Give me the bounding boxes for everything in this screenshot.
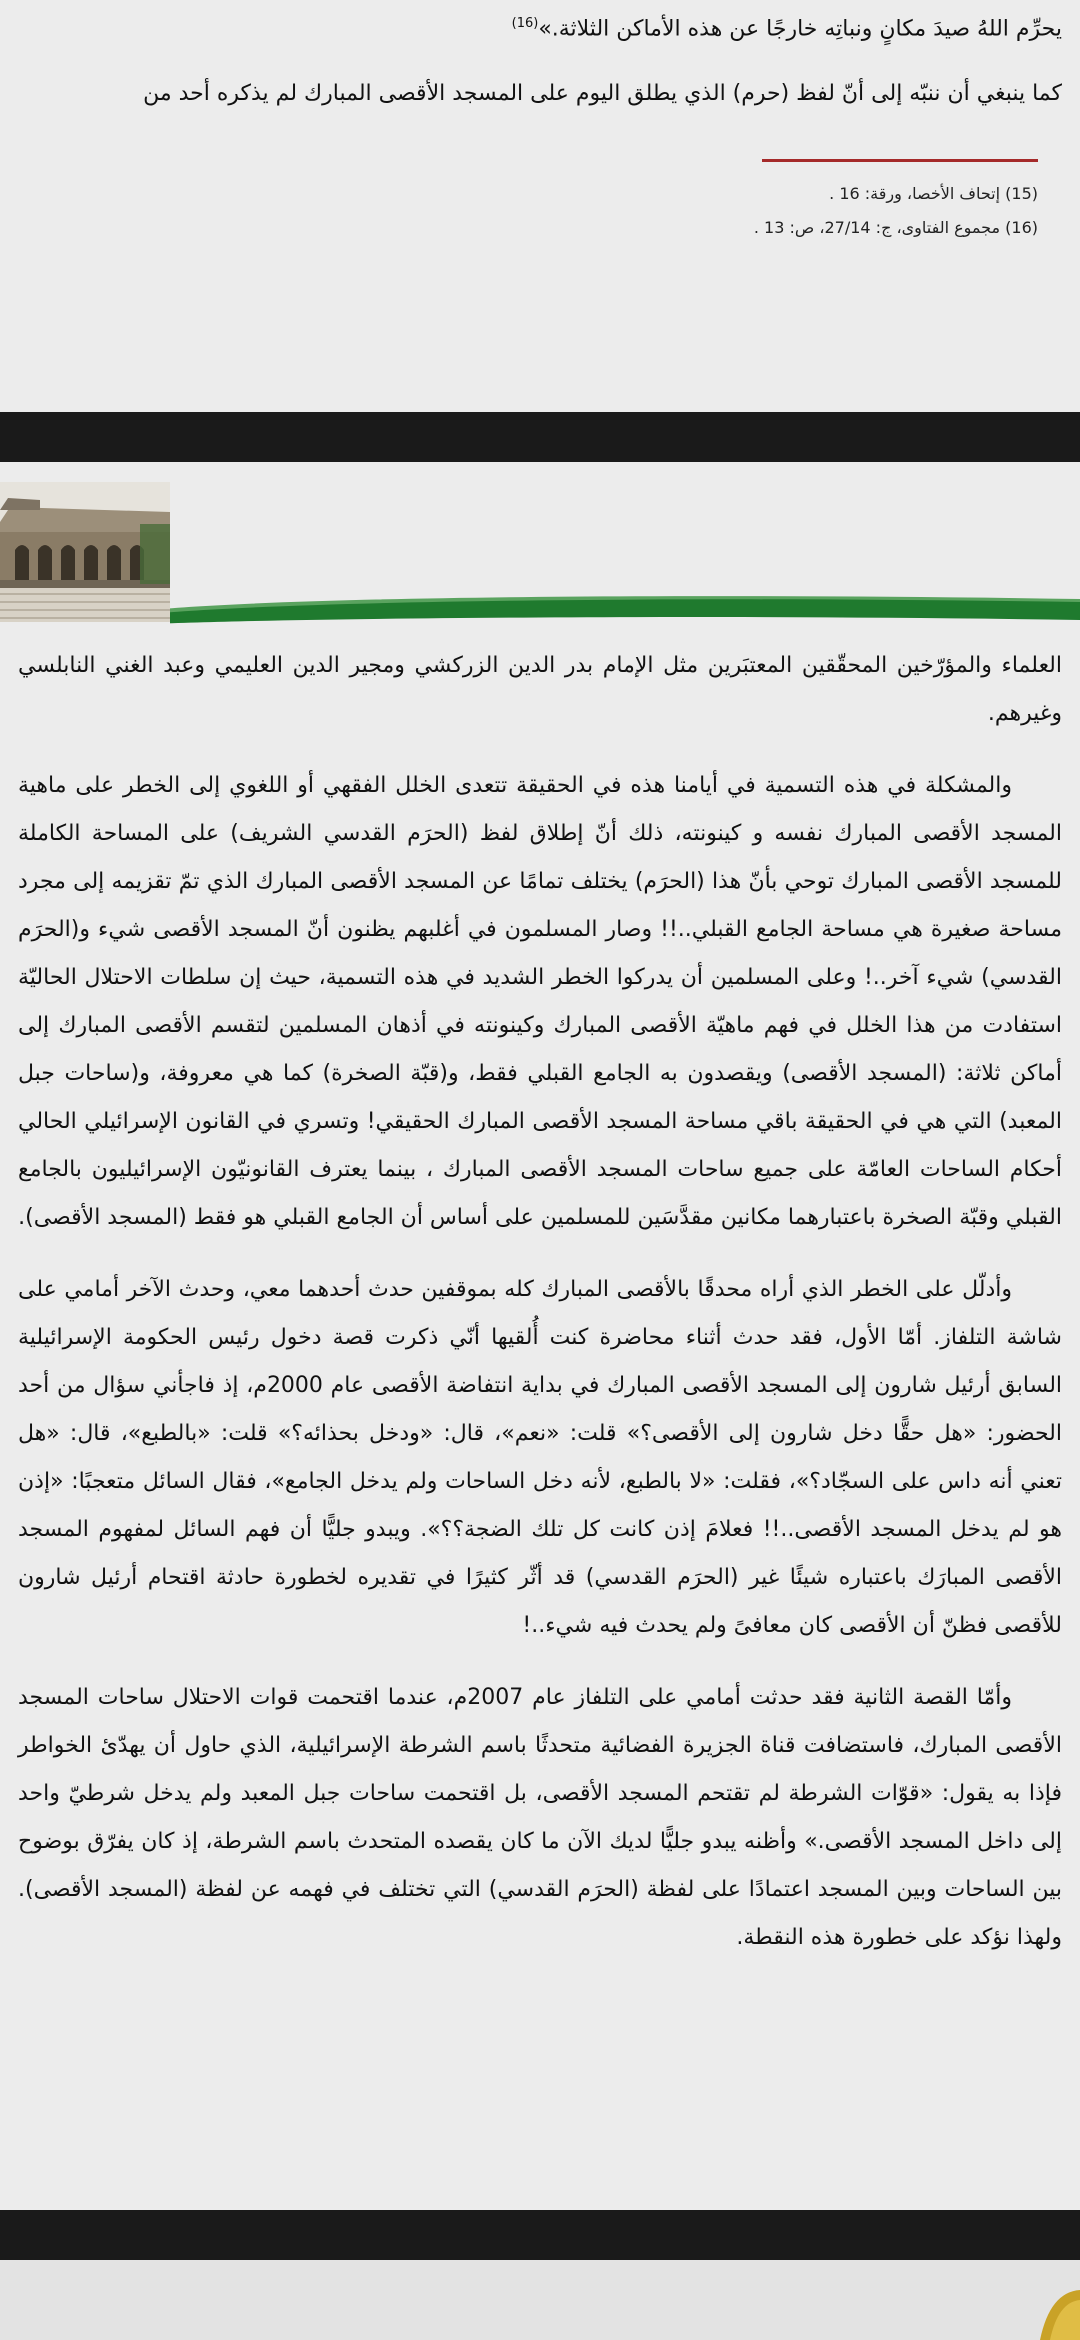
green-band	[150, 597, 1080, 624]
closing-quote-text: يحرِّم اللهُ صيدَ مكانٍ ونباتِه خارجًا عن هذه الأماكن الثلاثة.»	[538, 16, 1062, 42]
page-1	[0, 0, 1080, 412]
closing-quote-line	[18, 4, 1062, 49]
page-header-illustration	[0, 462, 1080, 627]
page-2	[0, 462, 1080, 2210]
page-3	[0, 2260, 1080, 2340]
mosque-photo-icon	[0, 482, 170, 627]
paragraph-1: العلماء والمؤرّخين المحقّقين المعتبَرين مثل الإمام بدر الدين الزركشي ومجير الدين العليمي وعبد الغني النابلسي وغيرهم.	[18, 653, 1062, 726]
footnote-ref-16: (16)	[511, 16, 539, 31]
footnote-15: (15) إتحاف الأخصا، ورقة: 16 .	[829, 184, 1038, 203]
dome-ornament-icon	[1020, 2260, 1080, 2340]
footnote-16: (16) مجموع الفتاوى، ج: 27/14، ص: 13 .	[753, 218, 1038, 237]
paragraph-4: وأمّا القصة الثانية فقد حدثت أمامي على التلفاز عام 2007م، عندما اقتحمت قوات الاحتلال ساحات المسجد الأقصى المبارك، فاستضافت قناة الجزيرة الفضائية متحدثًا باسم الشرطة الإسرائيلية، الذي حاول أن يهدّئ الخواطر فإذا به يقول: «قوّات الشرطة لم تقتحم المسجد الأقصى، بل اقتحمت ساحات جبل المعبد ولم يدخل شرطيّ واحد إلى داخل المسجد الأقصى.» وأظنه يبدو جليًّا لديك الآن ما كان يقصده المتحدث باسم الشرطة، إذ كان يفرّق بوضوح بين الساحات وبين المسجد اعتمادًا على لفظة (الحرَم القدسي) التي تختلف في فهمه عن لفظة (المسجد الأقصى). ولهذا نؤكد على خطورة هذه النقطة.	[18, 1685, 1062, 1950]
footnote-divider	[762, 159, 1038, 162]
paragraph-3: وأدلّل على الخطر الذي أراه محدقًا بالأقصى المبارك كله بموقفين حدث أحدهما معي، وحدث الآخر أمامي على شاشة التلفاز. أمّا الأول، فقد حدث أثناء محاضرة كنت أُلقيها أنّي ذكرت قصة دخول رئيس الحكومة الإسرائيلية السابق أرئيل شارون إلى المسجد الأقصى المبارك في بداية انتفاضة الأقصى عام 2000م، إذ فاجأني سؤال من أحد الحضور: «هل حقًّا دخل شارون إلى الأقصى؟» قلت: «نعم»، قال: «ودخل بحذائه؟» قلت: «بالطبع»، قال: «هل تعني أنه داس على السجّاد؟»، فقلت: «لا بالطبع، لأنه دخل الساحات ولم يدخل الجامع»، فقال السائل متعجبًا: «إذن هو لم يدخل المسجد الأقصى..!! فعلامَ إذن كانت كل تلك الضجة؟؟». ويبدو جليًّا أن فهم السائل لمفهوم المسجد الأقصى المبارَك باعتباره شيئًا غير (الحرَم القدسي) قد أثّر كثيرًا في تقديره لخطورة حادثة اقتحام أرئيل شارون للأقصى فظنّ أن الأقصى كان معافىً ولم يحدث فيه شيء..!	[18, 1277, 1063, 1638]
paragraph-continued: كما ينبغي أن ننبّه إلى أنّ لفظ (حرم) الذي يطلق اليوم على المسجد الأقصى المبارك لم يذكره أحد من	[143, 81, 1062, 106]
main-text	[18, 642, 1062, 1986]
paragraph-2: والمشكلة في هذه التسمية في أيامنا هذه في الحقيقة تتعدى الخلل الفقهي أو اللغوي إلى الخطر على ماهية المسجد الأقصى المبارك نفسه و كينونته، ذلك أنّ إطلاق لفظ (الحرَم القدسي الشريف) على المساحة الكاملة للمسجد الأقصى المبارك توحي بأنّ هذا (الحرَم) يختلف تمامًا عن المسجد الأقصى المبارك الذي تمّ تقزيمه إلى مجرد مساحة صغيرة هي مساحة الجامع القبلي..!! وصار المسلمون في أغلبهم يظنون أنّ المسجد الأقصى شيء و(الحرَم القدسي) شيء آخر..! وعلى المسلمين أن يدركوا الخطر الشديد في هذه التسمية، حيث إن سلطات الاحتلال الحاليّة استفادت من هذا الخلل في فهم ماهيّة الأقصى المبارك وكينونته في أذهان المسلمين لتقسم الأقصى المبارك إلى أماكن ثلاثة: (المسجد الأقصى) ويقصدون به الجامع القبلي فقط، و(قبّة الصخرة) كما هي معروفة، و(ساحات جبل المعبد) التي هي في الحقيقة باقي مساحة المسجد الأقصى المبارك الحقيقي! وتسري في القانون الإسرائيلي الحالي أحكام الساحات العامّة على جميع ساحات المسجد الأقصى المبارك ، بينما يعترف القانونيّون الإسرائيليون بالجامع القبلي وقبّة الصخرة باعتبارهما مكانين مقدَّسَين للمسلمين على أساس أن الجامع القبلي هو فقط (المسجد الأقصى).	[18, 773, 1062, 1230]
